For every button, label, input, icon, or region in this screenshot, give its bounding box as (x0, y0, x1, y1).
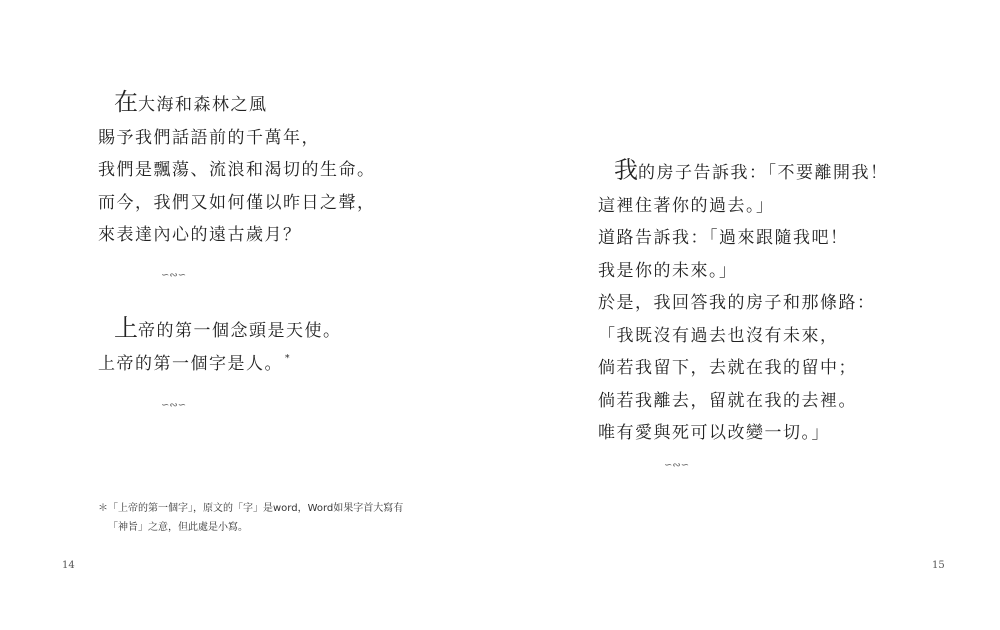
page-number: 15 (932, 560, 945, 571)
footnote (98, 499, 403, 537)
drop-cap: 在 (114, 88, 138, 116)
poem-line: 這裡住著你的過去。」 (598, 195, 775, 216)
footnote-marker: * (285, 353, 291, 364)
poem-line: 道路告訴我：「過來跟隨我吧！ (598, 228, 849, 248)
poem-line: 來表達內心的遠古歲月？ (98, 225, 302, 245)
poem-line: 唯有愛與死可以改變一切。」 (598, 423, 830, 443)
right-page (500, 0, 1000, 630)
ornament-divider: ∽∾∽ (161, 270, 187, 281)
poem-line (98, 312, 342, 348)
footnote-line: 「神旨」之意，但此處是小寫。 (108, 522, 248, 533)
ornament-divider: ∽∾∽ (161, 400, 187, 411)
line-text: 的房子告訴我：「不要離開我！ (638, 163, 889, 183)
poem-line: 倘若我離去，留就在我的去裡。 (598, 390, 857, 411)
poem-line: 倘若我留下，去就在我的留中； (598, 358, 857, 378)
poem-line (598, 154, 889, 190)
drop-cap: 上 (114, 314, 138, 342)
footnote-line: ＊「上帝的第一個字」，原文的「字」是word，Word如果字首大寫有 (98, 503, 404, 514)
poem-line: 於是，我回答我的房子和那條路： (598, 293, 876, 313)
page-number: 14 (62, 560, 75, 571)
poem-line: 而今，我們又如何僅以昨日之聲， (98, 192, 376, 213)
poem-line: 我們是飄蕩、流浪和渴切的生命。 (98, 160, 376, 180)
poem-line: 我是你的未來。」 (598, 260, 738, 281)
line-text: 帝的第一個念頭是天使。 (138, 321, 342, 341)
poem-line (98, 348, 342, 381)
poem-line (98, 86, 376, 122)
ornament-divider: ∽∾∽ (664, 460, 690, 471)
line-text: 大海和森林之風 (138, 95, 268, 115)
poem-house (598, 154, 889, 450)
drop-cap: 我 (614, 156, 638, 184)
poem-line: 賜予我們話語前的千萬年， (98, 127, 320, 148)
poem-god (98, 312, 342, 380)
poem-wind (98, 86, 376, 252)
poem-line: 「我既沒有過去也沒有未來， (598, 325, 839, 346)
line-text: 上帝的第一個字是人。 (98, 353, 283, 374)
